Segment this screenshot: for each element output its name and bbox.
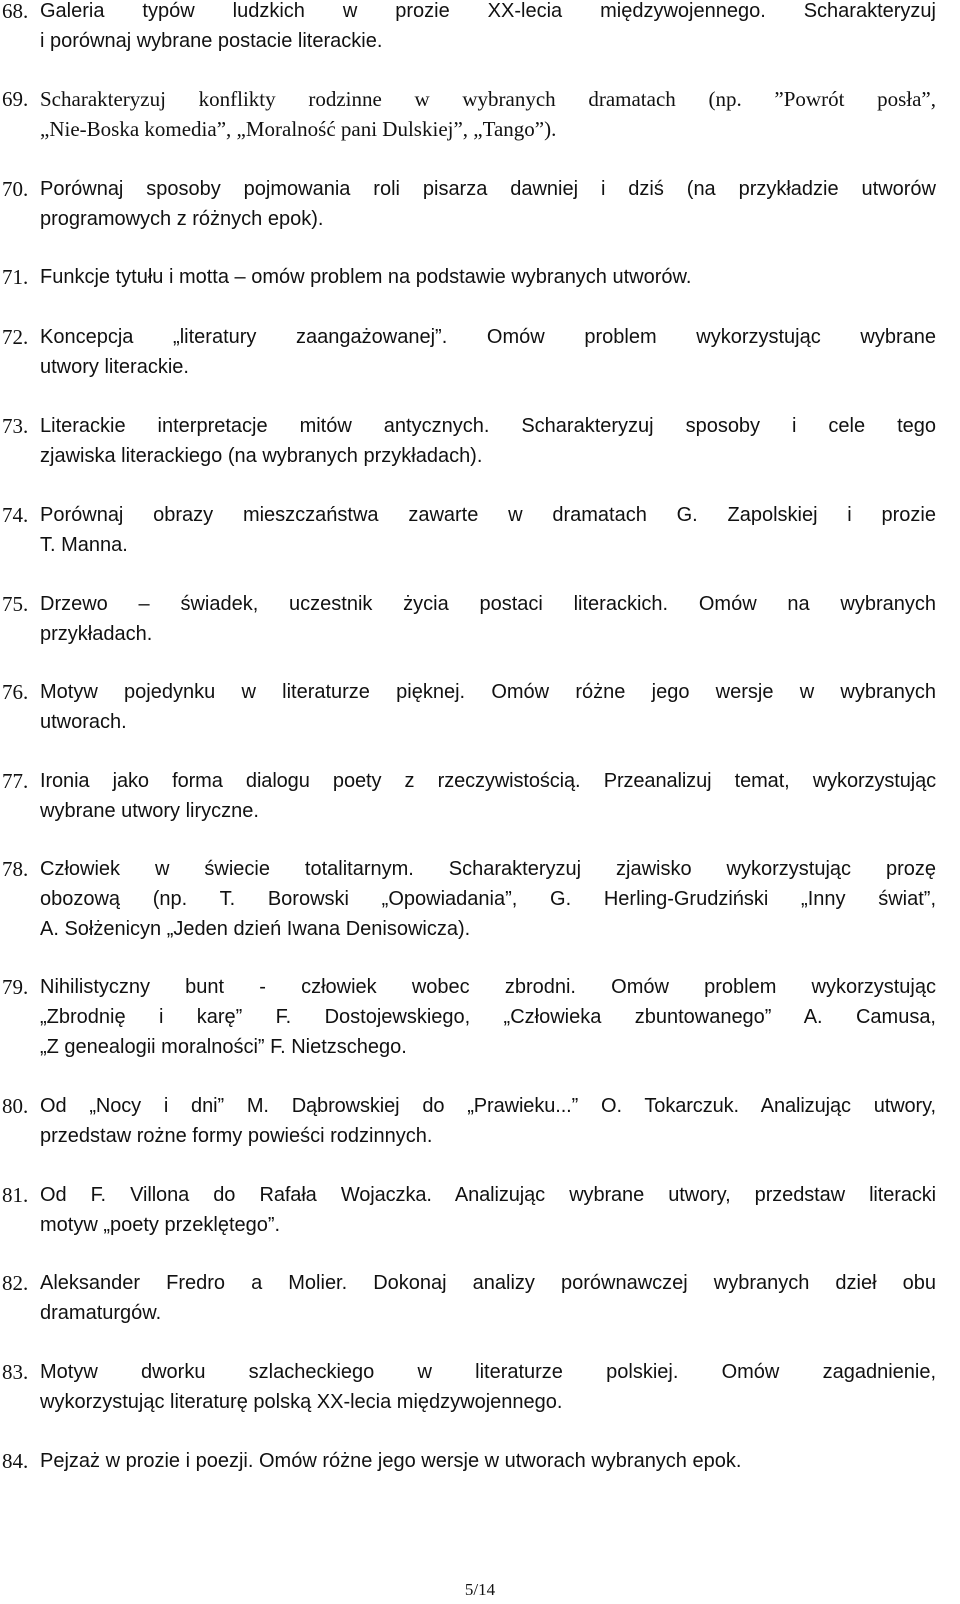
item-text-line: Pejzaż w prozie i poezji. Omów różne jego wersje w utworach wybranych epok. — [40, 1450, 742, 1472]
item-number: 70. — [2, 177, 29, 201]
item-text-line: Nihilistyczny bunt - człowiek wobec zbrodni. Omów problem wykorzystując — [40, 976, 936, 998]
item-text-line: programowych z różnych epok). — [40, 208, 324, 230]
item-text-line: utworach. — [40, 711, 127, 733]
item-number: 84. — [2, 1449, 29, 1473]
item-number: 76. — [2, 680, 29, 704]
item-text-line: zjawiska literackiego (na wybranych przykładach). — [40, 445, 483, 467]
item-text-line: Porównaj obrazy mieszczaństwa zawarte w dramatach G. Zapolskiej i prozie — [40, 504, 936, 526]
item-text-line: A. Sołżenicyn „Jeden dzień Iwana Denisowicza). — [40, 918, 471, 940]
item-number: 79. — [2, 975, 29, 999]
item-text-line: dramaturgów. — [40, 1302, 162, 1324]
item-number: 83. — [2, 1360, 29, 1384]
item-text-line: „Z genealogii moralności” F. Nietzschego. — [40, 1036, 407, 1058]
item-text-line: przedstaw rożne formy powieści rodzinnych. — [40, 1125, 433, 1147]
item-number: 75. — [2, 592, 29, 616]
item-number: 80. — [2, 1094, 29, 1118]
item-number: 69. — [2, 87, 29, 111]
item-number: 72. — [2, 325, 29, 349]
item-text-line: Porównaj sposoby pojmowania roli pisarza dawniej i dziś (na przykładzie utworów — [40, 178, 936, 200]
item-text-line: Koncepcja „literatury zaangażowanej”. Omów problem wykorzystując wybrane — [40, 326, 936, 348]
item-text-line: wykorzystując literaturę polską XX-lecia międzywojennego. — [40, 1391, 563, 1413]
item-number: 82. — [2, 1271, 29, 1295]
item-text-line: Od „Nocy i dni” M. Dąbrowskiej do „Prawieku...” O. Tokarczuk. Analizując utwory, — [40, 1095, 936, 1117]
item-number: 68. — [2, 0, 29, 23]
item-text-line: Funkcje tytułu i motta – omów problem na podstawie wybranych utworów. — [40, 266, 692, 288]
item-number: 77. — [2, 769, 29, 793]
item-text-line: Literackie interpretacje mitów antycznych. Scharakteryzuj sposoby i cele tego — [40, 415, 936, 437]
item-text-line: Człowiek w świecie totalitarnym. Scharakteryzuj zjawisko wykorzystując prozę — [40, 858, 936, 880]
item-number: 73. — [2, 414, 29, 438]
item-number: 71. — [2, 265, 29, 289]
item-text-line: Motyw pojedynku w literaturze pięknej. Omów różne jego wersje w wybranych — [40, 681, 936, 703]
item-text-line: „Zbrodnię i karę” F. Dostojewskiego, „Człowieka zbuntowanego” A. Camusa, — [40, 1006, 936, 1028]
item-number: 81. — [2, 1183, 29, 1207]
item-text-line: Scharakteryzuj konflikty rodzinne w wybranych dramatach (np. ”Powrót posła”, — [40, 87, 936, 111]
item-text-line: motyw „poety przeklętego”. — [40, 1214, 281, 1236]
item-text-line: Galeria typów ludzkich w prozie XX-lecia międzywojennego. Scharakteryzuj — [40, 0, 936, 22]
item-text-line: Od F. Villona do Rafała Wojaczka. Analizując wybrane utwory, przedstaw literacki — [40, 1184, 936, 1206]
item-number: 74. — [2, 503, 29, 527]
item-text-line: utwory literackie. — [40, 356, 189, 378]
item-text-line: przykładach. — [40, 623, 153, 645]
item-text-line: T. Manna. — [40, 534, 128, 556]
item-text-line: wybrane utwory liryczne. — [40, 800, 259, 822]
item-text-line: Motyw dworku szlacheckiego w literaturze polskiej. Omów zagadnienie, — [40, 1361, 936, 1383]
item-text-line: Ironia jako forma dialogu poety z rzeczywistością. Przeanalizuj temat, wykorzystując — [40, 770, 936, 792]
item-text-line: Aleksander Fredro a Molier. Dokonaj analizy porównawczej wybranych dzieł obu — [40, 1272, 936, 1294]
item-text-line: obozową (np. T. Borowski „Opowiadania”, G. Herling-Grudziński „Inny świat”, — [40, 888, 936, 910]
item-text-line: i porównaj wybrane postacie literackie. — [40, 30, 383, 52]
item-number: 78. — [2, 857, 29, 881]
item-text-line: Drzewo – świadek, uczestnik życia postaci literackich. Omów na wybranych — [40, 593, 936, 615]
item-text-line: „Nie-Boska komedia”, „Moralność pani Dulskiej”, „Tango”). — [40, 117, 557, 141]
page-number: 5/14 — [464, 1580, 496, 1599]
